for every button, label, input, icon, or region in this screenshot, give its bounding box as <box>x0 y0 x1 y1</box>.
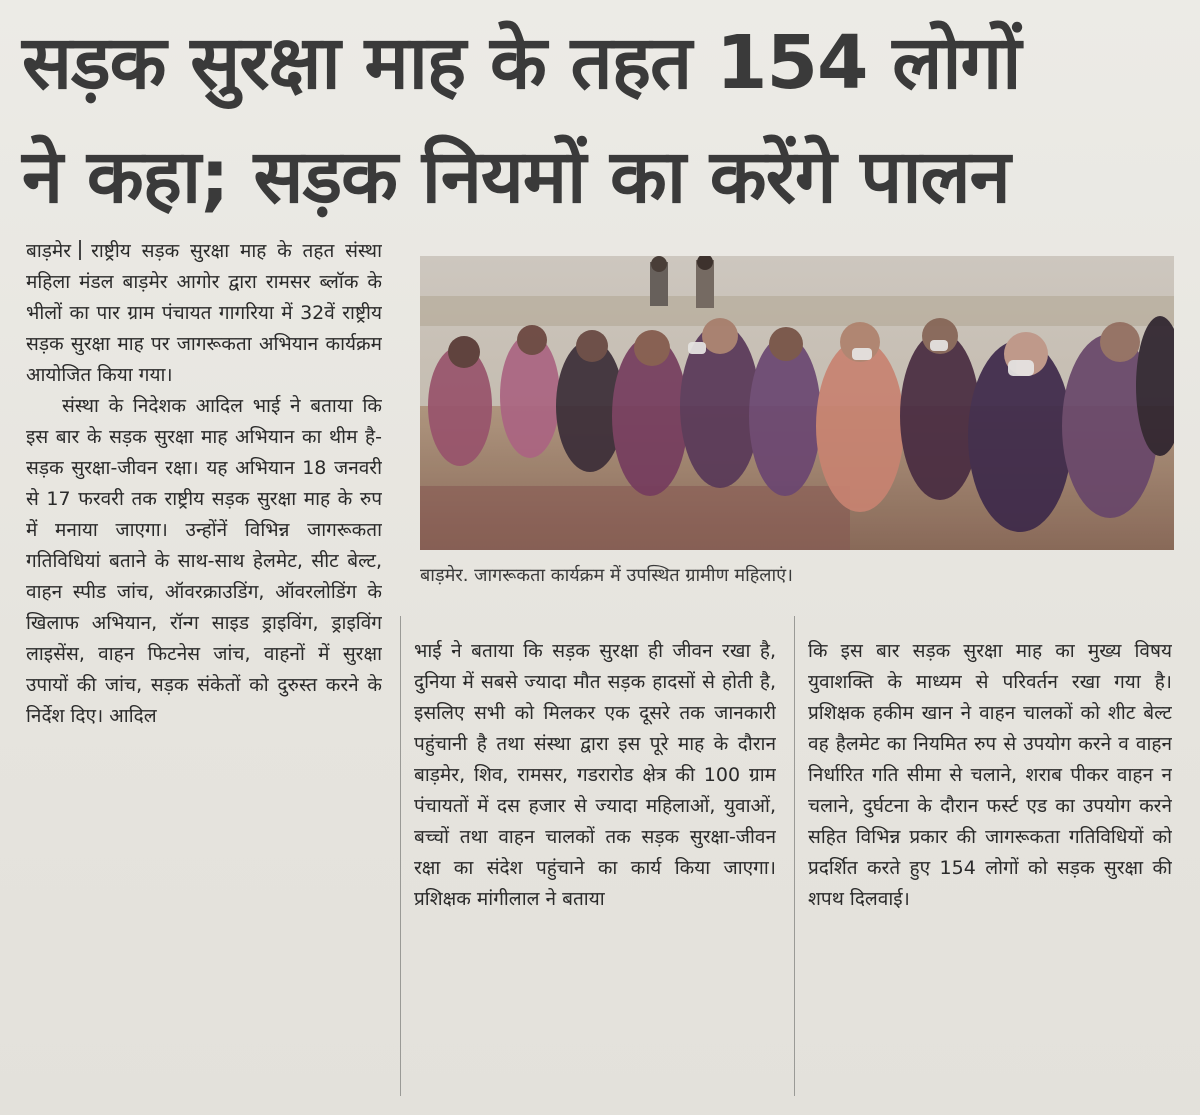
photo-caption: बाड़मेर. जागरूकता कार्यक्रम में उपस्थित ग्रामीण महिलाएं। <box>420 565 793 586</box>
column-rule-1 <box>400 616 401 1096</box>
article-paragraph-1-text: राष्ट्रीय सड़क सुरक्षा माह के तहत संस्था महिला मंडल बाड़मेर आगोर द्वारा रामसर ब्लॉक के भीलों का पार ग्राम पंचायत गागरिया में 32वें राष्ट्रीय सड़क सुरक्षा माह पर जागरूकता अभियान कार्यक्रम आयोजित किया गया। <box>26 240 382 386</box>
article-paragraph-2: संस्था के निदेशक आदिल भाई ने बताया कि इस बार के सड़क सुरक्षा माह अभियान का थीम है-सड़क सुरक्षा-जीवन रक्षा। यह अभियान 18 जनवरी से 17 फरवरी तक राष्ट्रीय सड़क सुरक्षा माह के रुप में मनाया जाएगा। उन्होंनें विभिन्न जागरूकता गतिविधियां बताने के साथ-साथ हेलमेट, सीट बेल्ट, वाहन स्पीड जांच, ऑवरक्राउडिंग, ऑवरलोडिंग के खिलाफ अभियान, रॉन्ग साइड ड्राइविंग, ड्राइविंग लाइसेंस, वाहन फिटनेस जांच, वाहनों में सुरक्षा उपायों की जांच, सड़क संकेतों को दुरुस्त करने के निर्देश दिए। आदिल <box>26 395 382 727</box>
article-column-2 <box>414 636 776 1096</box>
article-paragraph-1 <box>26 236 382 391</box>
headline-line-2: ने कहा; सड़क नियमों का करेंगे पालन <box>22 134 1010 220</box>
column-rule-2 <box>794 616 795 1096</box>
article-column-1 <box>26 236 382 1096</box>
dateline: बाड़मेर <box>26 240 72 262</box>
dateline-separator <box>79 240 81 260</box>
article-column-3 <box>808 636 1172 1096</box>
headline-line-1: सड़क सुरक्षा माह के तहत 154 लोगों <box>22 20 1021 106</box>
photo-illustration <box>420 256 1174 550</box>
news-photo <box>420 256 1174 550</box>
article-column-2-text: भाई ने बताया कि सड़क सुरक्षा ही जीवन रखा है, दुनिया में सबसे ज्यादा मौत सड़क हादसों से होती है, इसलिए सभी को मिलकर एक दूसरे तक जानकारी पहुंचानी है तथा संस्था द्वारा इस पूरे माह के दौरान बाड़मेर, शिव, रामसर, गडरारोड क्षेत्र की 100 ग्राम पंचायतों में दस हजार से ज्यादा महिलाओं, युवाओं, बच्चों तथा वाहन चालकों तक सड़क सुरक्षा-जीवन रक्षा का संदेश पहुंचाने का कार्य किया जाएगा। प्रशिक्षक मांगीलाल ने बताया <box>414 640 776 910</box>
article-column-3-text: कि इस बार सड़क सुरक्षा माह का मुख्य विषय युवाशक्ति के माध्यम से परिवर्तन रखा गया है। प्रशिक्षक हकीम खान ने वाहन चालकों को शीट बेल्ट वह हैलमेट का नियमित रुप से उपयोग करने व वाहन निर्धारित गति सीमा से चलाने, शराब पीकर वाहन न चलाने, दुर्घटना के दौरान फर्स्ट एड का उपयोग करने सहित विभिन्न प्रकार की जागरूकता गतिविधियों को प्रदर्शित करते हुए 154 लोगों को सड़क सुरक्षा की शपथ दिलवाई। <box>808 640 1172 910</box>
